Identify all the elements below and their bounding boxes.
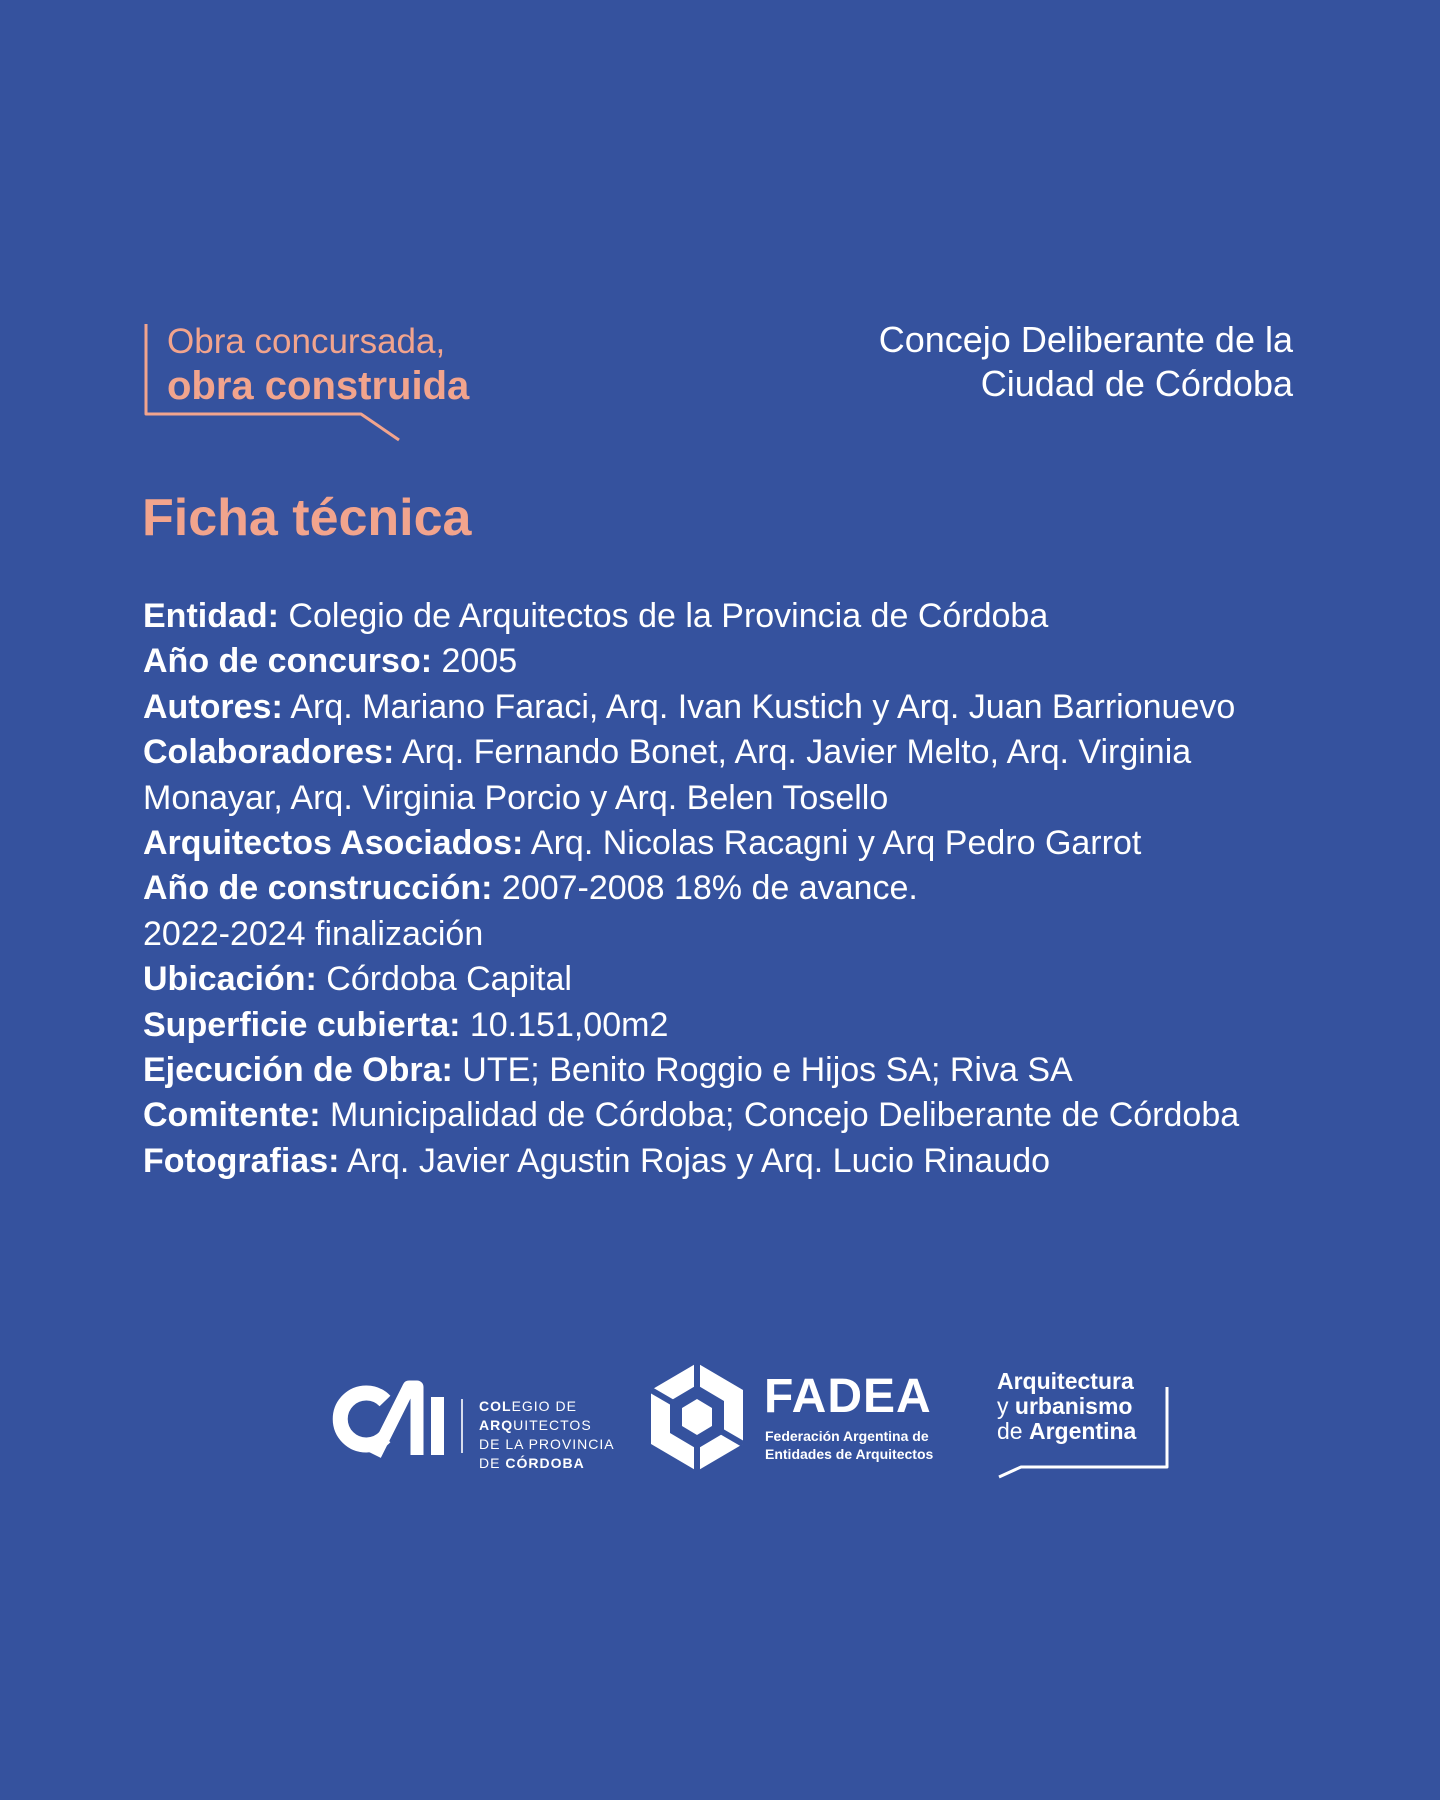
ficha-row-superficie: [143, 1003, 1303, 1048]
project-title: [879, 318, 1293, 406]
colegio-arquitectos-logo: [325, 1375, 615, 1471]
ficha-list: [143, 594, 1303, 1184]
ayu-wordmark: [997, 1369, 1136, 1444]
colegio-l1b: EGIO DE: [511, 1398, 577, 1414]
row-value: 2007-2008 18% de avance.: [492, 869, 918, 908]
row-label: Arquitectos Asociados:: [143, 824, 524, 863]
colegio-wordmark: [479, 1397, 615, 1473]
ayu-l2b: urbanismo: [1014, 1393, 1133, 1419]
row-label: Superficie cubierta:: [143, 1005, 461, 1044]
colegio-l4a: DE: [479, 1455, 506, 1471]
row-label: Ubicación:: [143, 960, 317, 999]
ficha-row-ubicacion: [143, 957, 1303, 1002]
colegio-l4b: CÓRDOBA: [505, 1455, 585, 1471]
colegio-l2b: UITECTOS: [513, 1417, 592, 1433]
project-title-line-2: Ciudad de Córdoba: [980, 363, 1293, 404]
badge-line-2: obra construida: [167, 364, 470, 408]
fadea-subtitle: [765, 1427, 933, 1463]
row-value: Córdoba Capital: [316, 960, 572, 999]
ficha-row-anio-construccion: [143, 866, 1303, 957]
row-label: Autores:: [143, 687, 283, 726]
colegio-l3: DE LA PROVINCIA: [479, 1436, 615, 1452]
row-value: Arq. Nicolas Racagni y Arq Pedro Garrot: [523, 824, 1142, 863]
fadea-sub-1: Federación Argentina de: [765, 1428, 929, 1444]
ayu-l2a: y: [997, 1393, 1015, 1419]
colegio-mark-icon: [325, 1375, 449, 1465]
row-label: Entidad:: [143, 597, 279, 635]
row-label: Año de concurso:: [143, 642, 433, 681]
row-label: Comitente:: [143, 1096, 321, 1135]
row-value: Municipalidad de Córdoba; Concejo Deliberante de Córdoba: [320, 1096, 1240, 1135]
ficha-row-ejecucion: [143, 1048, 1303, 1093]
row-value-2: 2022-2024 finalización: [143, 914, 484, 953]
ficha-row-colaboradores: [143, 730, 1303, 821]
ficha-row-comitente: [143, 1093, 1303, 1138]
row-value: Arq. Javier Agustin Rojas y Arq. Lucio Rinaudo: [339, 1141, 1051, 1180]
row-value: Arq. Mariano Faraci, Arq. Ivan Kustich y Arq. Juan Barrionuevo: [282, 687, 1236, 726]
arquitectura-urbanismo-logo: [997, 1369, 1177, 1479]
ficha-row-autores: [143, 685, 1303, 730]
row-label: Ejecución de Obra:: [143, 1051, 453, 1090]
colegio-divider: [461, 1399, 463, 1453]
fadea-logo: [647, 1357, 967, 1477]
badge-line-1: Obra concursada,: [167, 322, 446, 361]
row-label: Colaboradores:: [143, 733, 395, 772]
ficha-row-anio-concurso: [143, 639, 1303, 684]
fadea-mark-icon: [647, 1361, 747, 1473]
ayu-l3a: de: [997, 1418, 1029, 1444]
row-label: Fotografias:: [143, 1141, 340, 1180]
ficha-row-entidad: [143, 594, 1303, 639]
contest-badge: [143, 318, 533, 448]
fadea-sub-2: Entidades de Arquitectos: [765, 1446, 934, 1462]
ficha-title: Ficha técnica: [142, 489, 472, 547]
row-value: Colegio de Arquitectos de la Provincia de Córdoba: [278, 597, 1049, 635]
row-label: Año de construcción:: [143, 869, 493, 908]
ayu-l3b: Argentina: [1028, 1418, 1137, 1444]
ficha-row-fotografias: [143, 1139, 1303, 1184]
fadea-name: FADEA: [764, 1370, 932, 1423]
colegio-l2a: ARQ: [479, 1417, 514, 1433]
row-value: Arq. Fernando Bonet, Arq. Javier Melto, Arq. Virginia Monayar, Arq. Virginia Porcio y Arq. Belen Tosello: [143, 733, 1192, 817]
row-value: 10.151,00m2: [460, 1005, 669, 1044]
ficha-row-asociados: [143, 821, 1303, 866]
project-title-line-1: Concejo Deliberante de la: [878, 319, 1293, 360]
row-value: 2005: [432, 642, 518, 681]
row-value: UTE; Benito Roggio e Hijos SA; Riva SA: [452, 1051, 1073, 1090]
ayu-l1: Arquitectura: [997, 1368, 1134, 1394]
colegio-l1a: COL: [479, 1398, 512, 1414]
footer-logos: [325, 1357, 1175, 1477]
